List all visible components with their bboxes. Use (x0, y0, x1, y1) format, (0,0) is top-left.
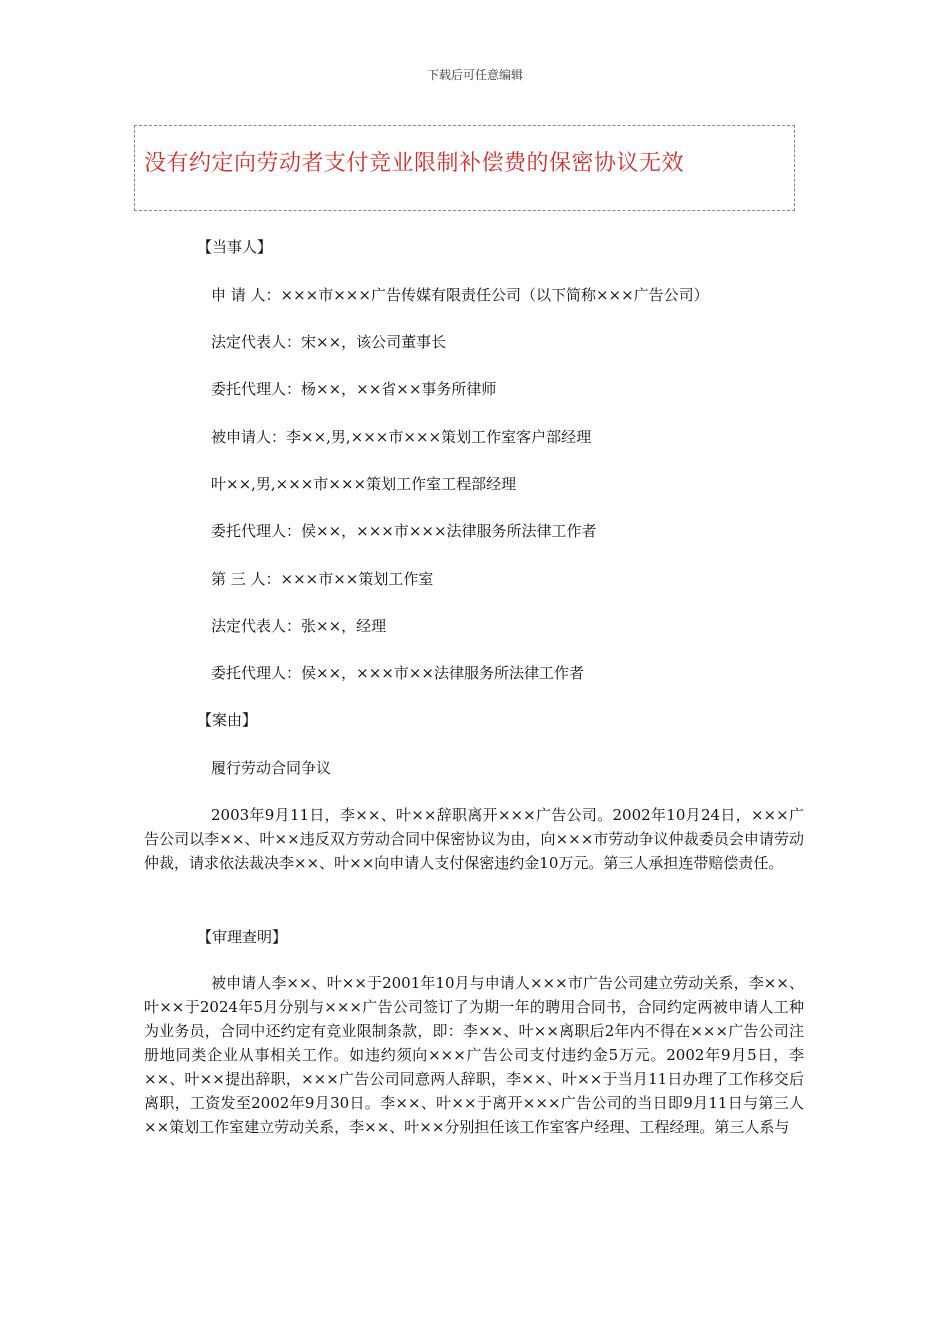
party-line: 第 三 人：×××市××策划工作室 (211, 570, 434, 588)
party-line: 申 请 人：×××市×××广告传媒有限责任公司（以下简称×××广告公司） (211, 286, 709, 304)
document-title: 没有约定向劳动者支付竞业限制补偿费的保密协议无效 (144, 151, 685, 176)
party-line: 叶××,男,×××市×××策划工作室工程部经理 (211, 475, 517, 493)
party-line: 委托代理人：杨××，××省××事务所律师 (211, 380, 497, 398)
party-line: 法定代表人：宋××，该公司董事长 (211, 333, 447, 351)
findings-paragraph: 被申请人李××、叶××于2001年10月与申请人×××市广告公司建立劳动关系，李××、叶××于2024年5月分别与×××广告公司签订了为期一年的聘用合同书，合同约定两被申请人工种为业务员，合同中还约定有竞业限制条款，即：李××、叶××离职后2年内不得在×××广告公司注册地同类企业从事相关工作。如违约须向×××广告公司支付违约金5万元。2002年9月5日，李××、叶××提出辞职，×××广告公司同意两人辞职，李××、叶××于当月11日办理了工作移交后离职，工资发至2002年9月30日。李××、叶××于离开×××广告公司的当日即9月11日与第三人××策划工作室建立劳动关系，李××、叶××分别担任该工作室客户经理、工程经理。第三人系与 (144, 974, 804, 1136)
header-note: 下载后可任意编辑 (426, 68, 523, 82)
cause-text: 履行劳动合同争议 (211, 759, 332, 777)
party-line: 委托代理人：侯××，×××市××法律服务所法律工作者 (211, 664, 584, 682)
cause-heading: 【案由】 (197, 711, 258, 729)
cause-paragraph: 2003年9月11日，李××、叶××辞职离开×××广告公司。2002年10月24日，×××广告公司以李××、叶××违反双方劳动合同中保密协议为由，向×××市劳动争议仲裁委员会申请劳动仲裁，请求依法裁决李××、叶××向申请人支付保密违约金10万元。第三人承担连带赔偿责任。 (144, 806, 804, 872)
parties-heading: 【当事人】 (197, 238, 273, 256)
party-line: 被申请人：李××,男,×××市×××策划工作室客户部经理 (211, 428, 592, 446)
party-line: 法定代表人：张××，经理 (211, 617, 387, 635)
party-line: 委托代理人：侯××，×××市×××法律服务所法律工作者 (211, 522, 597, 540)
findings-heading: 【审理查明】 (197, 928, 288, 946)
